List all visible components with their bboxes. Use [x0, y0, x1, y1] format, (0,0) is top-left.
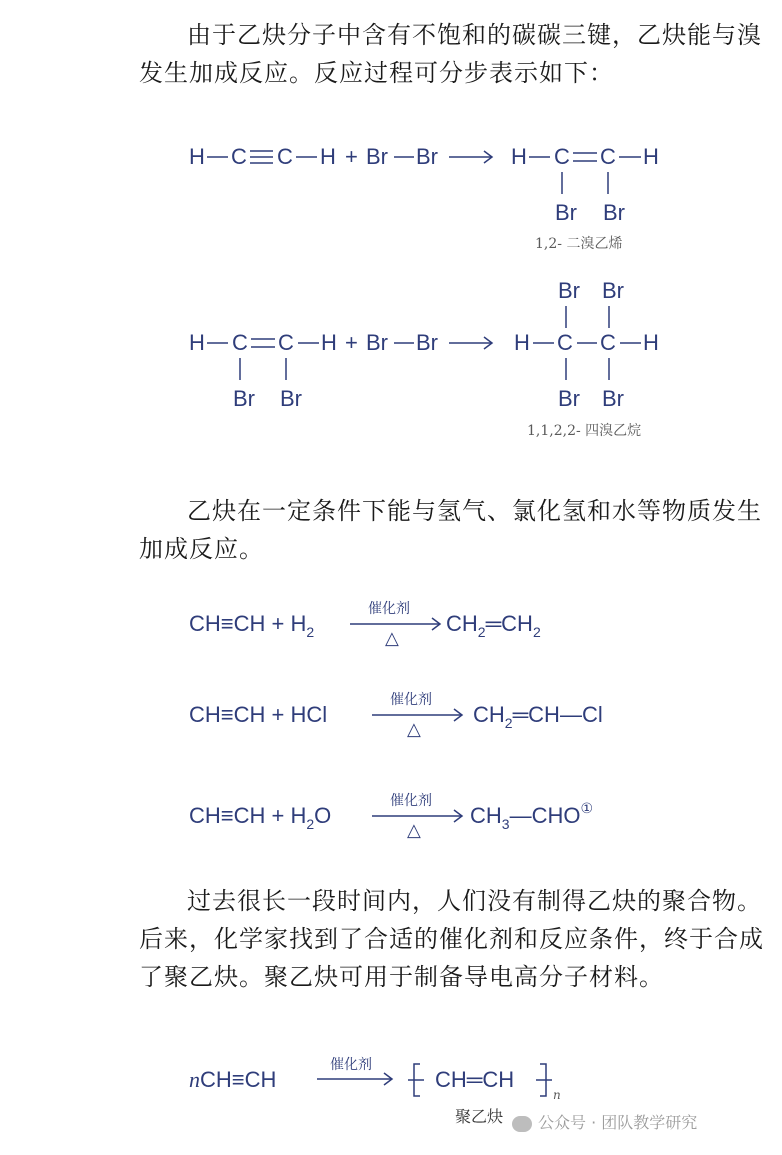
r2-left-c1: C	[232, 330, 248, 355]
add-h2o-catalyst: 催化剂	[390, 793, 432, 809]
add-hcl-left: CH≡CH + HCl	[189, 702, 328, 727]
r1-left-c1: C	[231, 144, 247, 169]
r2-br2: Br	[416, 330, 438, 355]
r2-left-h2: H	[321, 330, 337, 355]
product-name-dibromoethene: 1,2- 二溴乙烯	[535, 236, 623, 252]
r2-prod-h2: H	[643, 330, 659, 355]
polymer-subscript-n: n	[553, 1088, 561, 1102]
r1-plus: +	[345, 144, 358, 169]
add-hcl-catalyst: 催化剂	[390, 692, 432, 708]
r1-br2: Br	[416, 144, 438, 169]
r2-left-c2: C	[278, 330, 294, 355]
add-h2-left: $CH\equiv CH + H_2$	[189, 611, 315, 640]
polymer-paragraph: 过去很长一段时间内，人们没有制得乙炔的聚合物。后来，化学家找到了合适的催化剂和反应条件，终于合成了聚乙炔。聚乙炔可用于制备导电高分子材料。	[139, 887, 764, 991]
polymer-reactant: nCH≡CH	[189, 1067, 277, 1092]
r2-left-h1: H	[189, 330, 205, 355]
r1-left-c2: C	[277, 144, 293, 169]
add-hcl-right: $CH_2═CH—Cl$	[473, 702, 603, 731]
r1-prod-c1: C	[554, 144, 570, 169]
r1-left-h2: H	[320, 144, 336, 169]
r2-prod-br-bot2: Br	[602, 386, 624, 411]
r1-left-h1: H	[189, 144, 205, 169]
r2-left-br1: Br	[233, 386, 255, 411]
r1-prod-h1: H	[511, 144, 527, 169]
r1-prod-br1: Br	[555, 200, 577, 225]
r2-prod-br-top1: Br	[558, 278, 580, 303]
r2-prod-h1: H	[514, 330, 530, 355]
add-h2o-heat: △	[407, 820, 421, 841]
addition-paragraph: 乙炔在一定条件下能与氢气、氯化氢和水等物质发生加成反应。	[139, 497, 762, 563]
r1-prod-br2: Br	[603, 200, 625, 225]
add-h2-right: $CH_2═CH_2$	[446, 611, 541, 640]
r2-br1: Br	[366, 330, 388, 355]
intro-paragraph: 由于乙炔分子中含有不饱和的碳碳三键，乙炔能与溴发生加成反应。反应过程可分步表示如下：	[139, 21, 762, 87]
r2-prod-br-bot1: Br	[558, 386, 580, 411]
polymer-repeat-unit: CH═CH	[435, 1067, 515, 1092]
r1-br1: Br	[366, 144, 388, 169]
add-h2-heat: △	[385, 628, 399, 649]
product-name-tetrabromoethane: 1,1,2,2- 四溴乙烷	[527, 423, 642, 439]
add-hcl-heat: △	[407, 719, 421, 740]
r2-plus: +	[345, 330, 358, 355]
r2-left-br2: Br	[280, 386, 302, 411]
watermark: 公众号 · 团队教学研究	[512, 1110, 697, 1133]
r1-prod-c2: C	[600, 144, 616, 169]
polymer-catalyst: 催化剂	[330, 1057, 372, 1073]
wechat-icon	[512, 1116, 532, 1132]
r2-prod-c1: C	[557, 330, 573, 355]
r2-prod-c2: C	[600, 330, 616, 355]
add-h2o-left: $CH\equiv CH + H_2O$	[189, 803, 332, 832]
r2-prod-br-top2: Br	[602, 278, 624, 303]
polymer-name: 聚乙炔	[455, 1107, 504, 1126]
r1-prod-h2: H	[643, 144, 659, 169]
add-h2-catalyst: 催化剂	[368, 601, 410, 617]
add-h2o-right: $CH_3—CHO^①$	[470, 800, 594, 832]
